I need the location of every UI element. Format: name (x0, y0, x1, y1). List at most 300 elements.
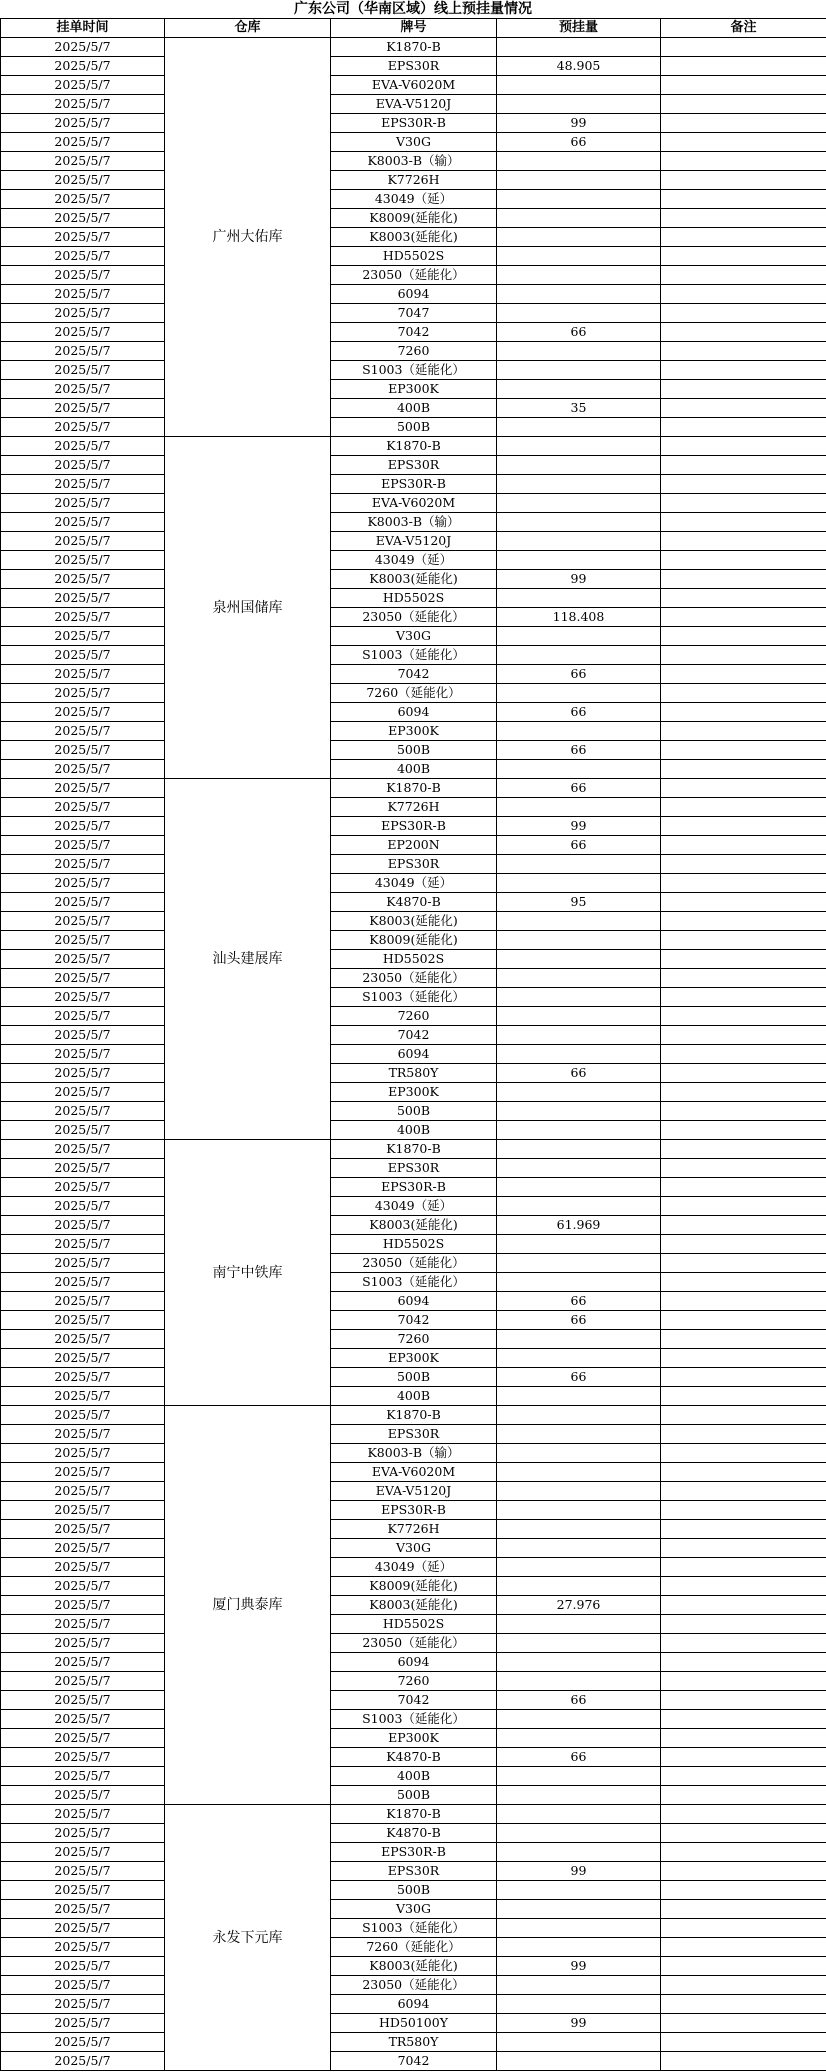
cell-note[interactable] (661, 988, 826, 1007)
cell-qty[interactable]: 66 (497, 741, 661, 760)
cell-date[interactable]: 2025/5/7 (1, 1311, 165, 1330)
cell-grade[interactable]: 23050（延能化） (331, 1976, 497, 1995)
cell-note[interactable] (661, 57, 826, 76)
cell-note[interactable] (661, 228, 826, 247)
cell-note[interactable] (661, 1615, 826, 1634)
cell-qty[interactable] (497, 266, 661, 285)
cell-grade[interactable]: K7726H (331, 798, 497, 817)
cell-grade[interactable]: EVA-V6020M (331, 76, 497, 95)
cell-note[interactable] (661, 1482, 826, 1501)
cell-qty[interactable] (497, 1729, 661, 1748)
cell-note[interactable] (661, 1843, 826, 1862)
cell-note[interactable] (661, 1387, 826, 1406)
cell-qty[interactable] (497, 1938, 661, 1957)
cell-grade[interactable]: 7260 (331, 342, 497, 361)
cell-qty[interactable] (497, 2033, 661, 2052)
cell-note[interactable] (661, 1330, 826, 1349)
cell-qty[interactable] (497, 874, 661, 893)
cell-grade[interactable]: EPS30R-B (331, 114, 497, 133)
cell-note[interactable] (661, 323, 826, 342)
cell-grade[interactable]: K8003(延能化) (331, 1216, 497, 1235)
cell-note[interactable] (661, 1938, 826, 1957)
cell-warehouse[interactable]: 永发下元库 (165, 1805, 331, 2071)
cell-grade[interactable]: V30G (331, 627, 497, 646)
cell-qty[interactable] (497, 1045, 661, 1064)
cell-date[interactable]: 2025/5/7 (1, 285, 165, 304)
cell-note[interactable] (661, 1064, 826, 1083)
cell-grade[interactable]: S1003（延能化） (331, 1919, 497, 1938)
cell-qty[interactable]: 66 (497, 1368, 661, 1387)
cell-grade[interactable]: 7042 (331, 1691, 497, 1710)
cell-qty[interactable] (497, 1083, 661, 1102)
cell-grade[interactable]: EVA-V5120J (331, 1482, 497, 1501)
cell-date[interactable]: 2025/5/7 (1, 2052, 165, 2071)
cell-note[interactable] (661, 285, 826, 304)
cell-qty[interactable]: 99 (497, 2014, 661, 2033)
cell-grade[interactable]: EP200N (331, 836, 497, 855)
cell-date[interactable]: 2025/5/7 (1, 114, 165, 133)
cell-grade[interactable]: K8003-B（输） (331, 1444, 497, 1463)
cell-warehouse[interactable]: 南宁中铁库 (165, 1140, 331, 1406)
cell-date[interactable]: 2025/5/7 (1, 1729, 165, 1748)
cell-grade[interactable]: K1870-B (331, 1140, 497, 1159)
cell-grade[interactable]: 23050（延能化） (331, 1634, 497, 1653)
cell-note[interactable] (661, 646, 826, 665)
cell-note[interactable] (661, 1425, 826, 1444)
cell-date[interactable]: 2025/5/7 (1, 1577, 165, 1596)
cell-note[interactable] (661, 1140, 826, 1159)
cell-qty[interactable] (497, 456, 661, 475)
cell-date[interactable]: 2025/5/7 (1, 247, 165, 266)
cell-note[interactable] (661, 1729, 826, 1748)
cell-qty[interactable] (497, 1843, 661, 1862)
cell-note[interactable] (661, 969, 826, 988)
cell-date[interactable]: 2025/5/7 (1, 570, 165, 589)
cell-date[interactable]: 2025/5/7 (1, 589, 165, 608)
cell-grade[interactable]: EVA-V6020M (331, 494, 497, 513)
cell-note[interactable] (661, 1178, 826, 1197)
cell-date[interactable]: 2025/5/7 (1, 266, 165, 285)
cell-date[interactable]: 2025/5/7 (1, 437, 165, 456)
cell-qty[interactable] (497, 475, 661, 494)
cell-grade[interactable]: TR580Y (331, 1064, 497, 1083)
cell-grade[interactable]: HD5502S (331, 1615, 497, 1634)
cell-note[interactable] (661, 1121, 826, 1140)
cell-grade[interactable]: 400B (331, 399, 497, 418)
cell-grade[interactable]: EVA-V6020M (331, 1463, 497, 1482)
cell-grade[interactable]: K8003(延能化) (331, 1596, 497, 1615)
cell-qty[interactable]: 66 (497, 323, 661, 342)
cell-date[interactable]: 2025/5/7 (1, 304, 165, 323)
cell-qty[interactable] (497, 285, 661, 304)
cell-qty[interactable] (497, 304, 661, 323)
cell-grade[interactable]: EP300K (331, 380, 497, 399)
cell-grade[interactable]: 500B (331, 1881, 497, 1900)
cell-note[interactable] (661, 190, 826, 209)
cell-note[interactable] (661, 361, 826, 380)
cell-date[interactable]: 2025/5/7 (1, 1197, 165, 1216)
cell-qty[interactable]: 66 (497, 1691, 661, 1710)
cell-grade[interactable]: EPS30R-B (331, 1501, 497, 1520)
cell-grade[interactable]: 7042 (331, 323, 497, 342)
cell-note[interactable] (661, 1368, 826, 1387)
cell-note[interactable] (661, 1292, 826, 1311)
cell-qty[interactable] (497, 912, 661, 931)
cell-grade[interactable]: K8003-B（输） (331, 513, 497, 532)
cell-date[interactable]: 2025/5/7 (1, 1919, 165, 1938)
cell-qty[interactable] (497, 1197, 661, 1216)
cell-qty[interactable] (497, 152, 661, 171)
cell-grade[interactable]: K1870-B (331, 38, 497, 57)
cell-grade[interactable]: EPS30R (331, 57, 497, 76)
cell-date[interactable]: 2025/5/7 (1, 494, 165, 513)
cell-date[interactable]: 2025/5/7 (1, 1843, 165, 1862)
cell-grade[interactable]: 43049（延） (331, 1197, 497, 1216)
cell-note[interactable] (661, 456, 826, 475)
cell-grade[interactable]: V30G (331, 133, 497, 152)
cell-date[interactable]: 2025/5/7 (1, 627, 165, 646)
cell-note[interactable] (661, 1748, 826, 1767)
cell-qty[interactable] (497, 1919, 661, 1938)
cell-date[interactable]: 2025/5/7 (1, 1881, 165, 1900)
cell-grade[interactable]: S1003（延能化） (331, 1710, 497, 1729)
cell-qty[interactable] (497, 1615, 661, 1634)
cell-grade[interactable]: 500B (331, 1368, 497, 1387)
cell-date[interactable]: 2025/5/7 (1, 1900, 165, 1919)
cell-qty[interactable] (497, 1767, 661, 1786)
cell-grade[interactable]: EPS30R-B (331, 1178, 497, 1197)
cell-date[interactable]: 2025/5/7 (1, 1254, 165, 1273)
cell-qty[interactable] (497, 1995, 661, 2014)
cell-date[interactable]: 2025/5/7 (1, 380, 165, 399)
cell-grade[interactable]: K1870-B (331, 437, 497, 456)
cell-grade[interactable]: K1870-B (331, 1805, 497, 1824)
cell-qty[interactable] (497, 798, 661, 817)
cell-grade[interactable]: EPS30R-B (331, 475, 497, 494)
cell-qty[interactable]: 99 (497, 817, 661, 836)
cell-qty[interactable] (497, 760, 661, 779)
cell-qty[interactable] (497, 1786, 661, 1805)
cell-qty[interactable] (497, 627, 661, 646)
cell-qty[interactable] (497, 950, 661, 969)
cell-date[interactable]: 2025/5/7 (1, 1862, 165, 1881)
cell-note[interactable] (661, 1653, 826, 1672)
cell-note[interactable] (661, 1786, 826, 1805)
cell-date[interactable]: 2025/5/7 (1, 703, 165, 722)
cell-qty[interactable] (497, 1976, 661, 1995)
cell-note[interactable] (661, 437, 826, 456)
cell-grade[interactable]: 6094 (331, 1292, 497, 1311)
cell-date[interactable]: 2025/5/7 (1, 551, 165, 570)
cell-qty[interactable]: 27.976 (497, 1596, 661, 1615)
cell-date[interactable]: 2025/5/7 (1, 38, 165, 57)
cell-date[interactable]: 2025/5/7 (1, 1083, 165, 1102)
cell-grade[interactable]: 7260 (331, 1330, 497, 1349)
cell-date[interactable]: 2025/5/7 (1, 1425, 165, 1444)
cell-date[interactable]: 2025/5/7 (1, 684, 165, 703)
cell-note[interactable] (661, 684, 826, 703)
cell-note[interactable] (661, 760, 826, 779)
cell-note[interactable] (661, 494, 826, 513)
cell-grade[interactable]: 7047 (331, 304, 497, 323)
cell-date[interactable]: 2025/5/7 (1, 171, 165, 190)
cell-date[interactable]: 2025/5/7 (1, 665, 165, 684)
cell-date[interactable]: 2025/5/7 (1, 228, 165, 247)
cell-date[interactable]: 2025/5/7 (1, 1140, 165, 1159)
cell-grade[interactable]: HD5502S (331, 589, 497, 608)
cell-date[interactable]: 2025/5/7 (1, 1387, 165, 1406)
cell-date[interactable]: 2025/5/7 (1, 836, 165, 855)
cell-note[interactable] (661, 855, 826, 874)
cell-note[interactable] (661, 703, 826, 722)
cell-qty[interactable] (497, 1520, 661, 1539)
cell-qty[interactable] (497, 380, 661, 399)
cell-date[interactable]: 2025/5/7 (1, 209, 165, 228)
cell-grade[interactable]: K4870-B (331, 1824, 497, 1843)
cell-note[interactable] (661, 1691, 826, 1710)
cell-date[interactable]: 2025/5/7 (1, 133, 165, 152)
cell-note[interactable] (661, 836, 826, 855)
cell-date[interactable]: 2025/5/7 (1, 342, 165, 361)
cell-date[interactable]: 2025/5/7 (1, 646, 165, 665)
cell-grade[interactable]: EPS30R (331, 456, 497, 475)
cell-note[interactable] (661, 1273, 826, 1292)
cell-qty[interactable] (497, 1881, 661, 1900)
cell-date[interactable]: 2025/5/7 (1, 1539, 165, 1558)
cell-note[interactable] (661, 1767, 826, 1786)
cell-grade[interactable]: K8009(延能化) (331, 209, 497, 228)
cell-grade[interactable]: HD50100Y (331, 2014, 497, 2033)
cell-date[interactable]: 2025/5/7 (1, 1121, 165, 1140)
cell-qty[interactable] (497, 437, 661, 456)
cell-note[interactable] (661, 608, 826, 627)
cell-date[interactable]: 2025/5/7 (1, 1235, 165, 1254)
cell-qty[interactable] (497, 418, 661, 437)
cell-qty[interactable] (497, 95, 661, 114)
cell-qty[interactable]: 99 (497, 570, 661, 589)
cell-qty[interactable]: 99 (497, 114, 661, 133)
cell-qty[interactable] (497, 1539, 661, 1558)
cell-qty[interactable] (497, 1653, 661, 1672)
cell-date[interactable]: 2025/5/7 (1, 1368, 165, 1387)
cell-date[interactable]: 2025/5/7 (1, 1178, 165, 1197)
cell-date[interactable]: 2025/5/7 (1, 1710, 165, 1729)
cell-date[interactable]: 2025/5/7 (1, 608, 165, 627)
cell-note[interactable] (661, 1957, 826, 1976)
cell-grade[interactable]: 7042 (331, 1311, 497, 1330)
cell-date[interactable]: 2025/5/7 (1, 1691, 165, 1710)
cell-grade[interactable]: 7260（延能化） (331, 684, 497, 703)
cell-warehouse[interactable]: 汕头建展库 (165, 779, 331, 1140)
cell-note[interactable] (661, 1520, 826, 1539)
cell-grade[interactable]: HD5502S (331, 247, 497, 266)
cell-note[interactable] (661, 1463, 826, 1482)
cell-qty[interactable]: 118.408 (497, 608, 661, 627)
cell-qty[interactable] (497, 646, 661, 665)
cell-date[interactable]: 2025/5/7 (1, 893, 165, 912)
cell-grade[interactable]: 500B (331, 418, 497, 437)
cell-note[interactable] (661, 589, 826, 608)
cell-note[interactable] (661, 912, 826, 931)
cell-qty[interactable] (497, 988, 661, 1007)
cell-date[interactable]: 2025/5/7 (1, 1501, 165, 1520)
cell-date[interactable]: 2025/5/7 (1, 1292, 165, 1311)
cell-date[interactable]: 2025/5/7 (1, 57, 165, 76)
cell-date[interactable]: 2025/5/7 (1, 1672, 165, 1691)
cell-grade[interactable]: K8003(延能化) (331, 228, 497, 247)
cell-note[interactable] (661, 1254, 826, 1273)
cell-note[interactable] (661, 1824, 826, 1843)
cell-note[interactable] (661, 1216, 826, 1235)
cell-warehouse[interactable]: 泉州国储库 (165, 437, 331, 779)
cell-qty[interactable] (497, 1577, 661, 1596)
cell-date[interactable]: 2025/5/7 (1, 456, 165, 475)
cell-qty[interactable]: 66 (497, 836, 661, 855)
cell-note[interactable] (661, 380, 826, 399)
cell-date[interactable]: 2025/5/7 (1, 817, 165, 836)
cell-date[interactable]: 2025/5/7 (1, 1026, 165, 1045)
cell-note[interactable] (661, 1444, 826, 1463)
cell-note[interactable] (661, 1976, 826, 1995)
cell-note[interactable] (661, 1919, 826, 1938)
cell-date[interactable]: 2025/5/7 (1, 1520, 165, 1539)
cell-note[interactable] (661, 475, 826, 494)
cell-date[interactable]: 2025/5/7 (1, 1064, 165, 1083)
cell-date[interactable]: 2025/5/7 (1, 855, 165, 874)
cell-grade[interactable]: 400B (331, 1387, 497, 1406)
cell-note[interactable] (661, 2033, 826, 2052)
cell-grade[interactable]: EVA-V5120J (331, 532, 497, 551)
cell-note[interactable] (661, 152, 826, 171)
cell-date[interactable]: 2025/5/7 (1, 798, 165, 817)
cell-date[interactable]: 2025/5/7 (1, 1824, 165, 1843)
cell-qty[interactable]: 48.905 (497, 57, 661, 76)
cell-date[interactable]: 2025/5/7 (1, 399, 165, 418)
cell-date[interactable]: 2025/5/7 (1, 1957, 165, 1976)
cell-note[interactable] (661, 570, 826, 589)
cell-note[interactable] (661, 2014, 826, 2033)
cell-note[interactable] (661, 1501, 826, 1520)
cell-qty[interactable] (497, 1900, 661, 1919)
cell-qty[interactable] (497, 38, 661, 57)
cell-note[interactable] (661, 95, 826, 114)
cell-date[interactable]: 2025/5/7 (1, 190, 165, 209)
cell-qty[interactable]: 35 (497, 399, 661, 418)
cell-note[interactable] (661, 399, 826, 418)
cell-grade[interactable]: 6094 (331, 285, 497, 304)
cell-date[interactable]: 2025/5/7 (1, 1102, 165, 1121)
cell-date[interactable]: 2025/5/7 (1, 741, 165, 760)
cell-note[interactable] (661, 114, 826, 133)
cell-grade[interactable]: K8003(延能化) (331, 570, 497, 589)
cell-date[interactable]: 2025/5/7 (1, 912, 165, 931)
cell-grade[interactable]: 7260（延能化） (331, 1938, 497, 1957)
cell-qty[interactable] (497, 190, 661, 209)
cell-grade[interactable]: 6094 (331, 1995, 497, 2014)
cell-date[interactable]: 2025/5/7 (1, 361, 165, 380)
cell-grade[interactable]: K1870-B (331, 779, 497, 798)
cell-date[interactable]: 2025/5/7 (1, 1045, 165, 1064)
cell-grade[interactable]: EPS30R-B (331, 817, 497, 836)
cell-note[interactable] (661, 418, 826, 437)
cell-date[interactable]: 2025/5/7 (1, 1938, 165, 1957)
cell-grade[interactable]: EPS30R (331, 855, 497, 874)
cell-grade[interactable]: K4870-B (331, 1748, 497, 1767)
cell-grade[interactable]: 23050（延能化） (331, 266, 497, 285)
cell-grade[interactable]: 7260 (331, 1007, 497, 1026)
cell-grade[interactable]: S1003（延能化） (331, 646, 497, 665)
cell-qty[interactable] (497, 2052, 661, 2071)
cell-note[interactable] (661, 931, 826, 950)
cell-date[interactable]: 2025/5/7 (1, 1634, 165, 1653)
cell-grade[interactable]: EP300K (331, 1349, 497, 1368)
cell-note[interactable] (661, 1235, 826, 1254)
cell-date[interactable]: 2025/5/7 (1, 779, 165, 798)
cell-grade[interactable]: K8003(延能化) (331, 1957, 497, 1976)
cell-date[interactable]: 2025/5/7 (1, 1558, 165, 1577)
cell-grade[interactable]: EP300K (331, 1083, 497, 1102)
cell-note[interactable] (661, 665, 826, 684)
cell-qty[interactable] (497, 342, 661, 361)
cell-qty[interactable] (497, 1121, 661, 1140)
cell-date[interactable]: 2025/5/7 (1, 1159, 165, 1178)
cell-date[interactable]: 2025/5/7 (1, 1330, 165, 1349)
cell-grade[interactable]: K7726H (331, 171, 497, 190)
cell-grade[interactable]: 400B (331, 760, 497, 779)
cell-date[interactable]: 2025/5/7 (1, 1995, 165, 2014)
cell-grade[interactable]: EPS30R (331, 1862, 497, 1881)
cell-grade[interactable]: HD5502S (331, 1235, 497, 1254)
cell-note[interactable] (661, 133, 826, 152)
cell-qty[interactable] (497, 532, 661, 551)
cell-note[interactable] (661, 779, 826, 798)
cell-note[interactable] (661, 1026, 826, 1045)
cell-grade[interactable]: 400B (331, 1121, 497, 1140)
cell-note[interactable] (661, 532, 826, 551)
cell-grade[interactable]: EP300K (331, 1729, 497, 1748)
cell-qty[interactable] (497, 1501, 661, 1520)
cell-date[interactable]: 2025/5/7 (1, 1216, 165, 1235)
cell-date[interactable]: 2025/5/7 (1, 760, 165, 779)
cell-qty[interactable] (497, 209, 661, 228)
cell-date[interactable]: 2025/5/7 (1, 152, 165, 171)
cell-note[interactable] (661, 1539, 826, 1558)
cell-qty[interactable] (497, 1026, 661, 1045)
cell-qty[interactable] (497, 1387, 661, 1406)
cell-note[interactable] (661, 1900, 826, 1919)
cell-qty[interactable] (497, 551, 661, 570)
cell-grade[interactable]: 23050（延能化） (331, 969, 497, 988)
cell-note[interactable] (661, 1007, 826, 1026)
cell-grade[interactable]: 7042 (331, 2052, 497, 2071)
cell-qty[interactable] (497, 1007, 661, 1026)
cell-qty[interactable] (497, 171, 661, 190)
cell-date[interactable]: 2025/5/7 (1, 874, 165, 893)
cell-grade[interactable]: 43049（延） (331, 874, 497, 893)
cell-note[interactable] (661, 817, 826, 836)
cell-qty[interactable] (497, 1273, 661, 1292)
cell-grade[interactable]: S1003（延能化） (331, 361, 497, 380)
cell-note[interactable] (661, 1634, 826, 1653)
cell-qty[interactable] (497, 1235, 661, 1254)
cell-grade[interactable]: TR580Y (331, 2033, 497, 2052)
cell-date[interactable]: 2025/5/7 (1, 1596, 165, 1615)
cell-note[interactable] (661, 38, 826, 57)
cell-note[interactable] (661, 1596, 826, 1615)
cell-grade[interactable]: 400B (331, 1767, 497, 1786)
cell-grade[interactable]: V30G (331, 1900, 497, 1919)
cell-qty[interactable] (497, 1558, 661, 1577)
